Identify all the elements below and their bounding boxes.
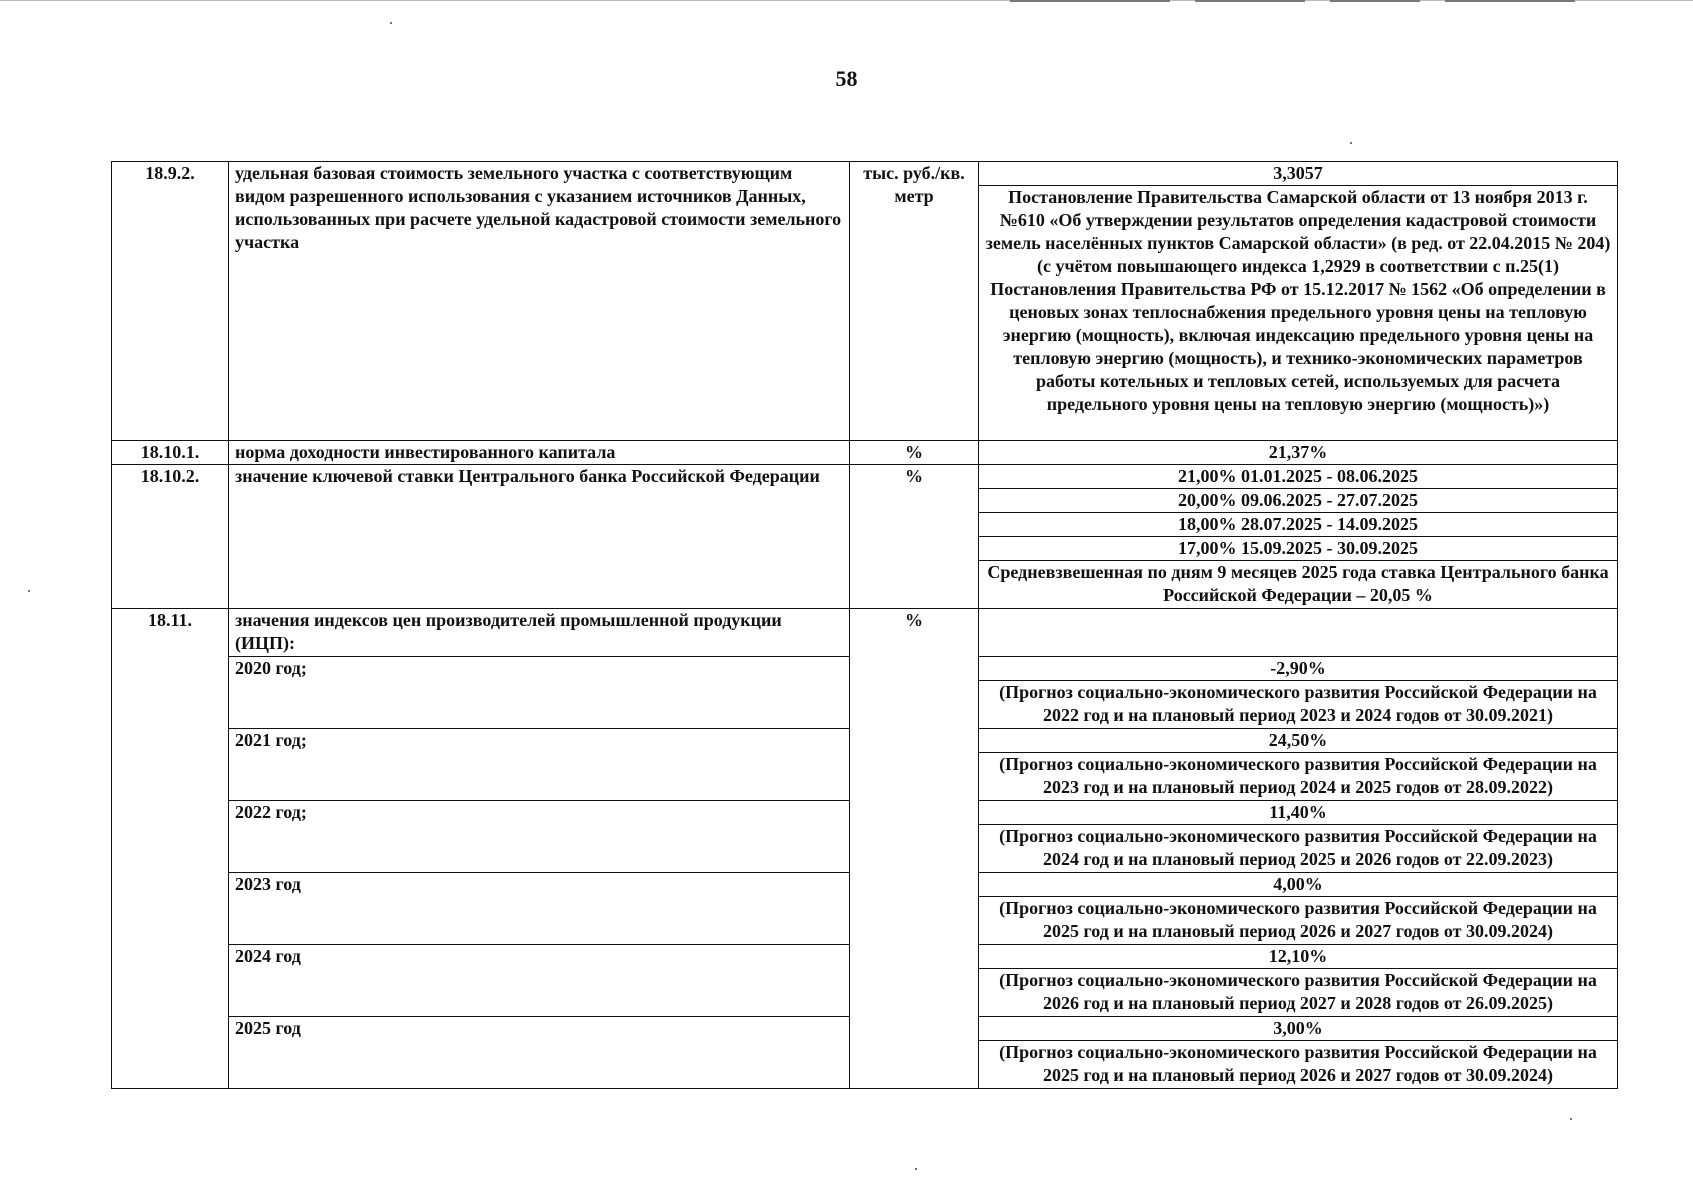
key-rate-period: 20,00% 09.06.2025 - 27.07.2025 xyxy=(979,489,1618,513)
scan-top-edge-line xyxy=(0,0,1693,1)
scan-speck xyxy=(1350,142,1352,144)
row-description: значения индексов цен производителей промышленной продукции (ИЦП): xyxy=(229,609,850,657)
year-value: 3,00% xyxy=(979,1017,1618,1041)
key-rate-period: 21,00% 01.01.2025 - 08.06.2025 xyxy=(979,465,1618,489)
scan-speck xyxy=(390,22,392,24)
scan-speck xyxy=(1570,1118,1572,1120)
year-value: 11,40% xyxy=(979,801,1618,825)
year-label: 2022 год; xyxy=(229,801,850,873)
key-rate-summary: Средневзвешенная по дням 9 месяцев 2025 года ставка Центрального банка Российской Федерации – 20,05 % xyxy=(979,561,1618,609)
year-source: (Прогноз социально-экономического развития Российской Федерации на 2025 год и на плановый период 2026 и 2027 годов от 30.09.2024) xyxy=(979,897,1618,945)
row-description: норма доходности инвестированного капитала xyxy=(229,441,850,465)
table-row xyxy=(112,162,1618,186)
scan-speck xyxy=(915,1168,917,1170)
parameters-table xyxy=(111,161,1618,1089)
table-row xyxy=(112,441,1618,465)
row-unit: % xyxy=(850,465,979,609)
row-description: удельная базовая стоимость земельного участка с соответствующим видом разрешенного использования с указанием источников Данных, использованных при расчете удельной кадастровой стоимости земельного участка xyxy=(229,162,850,441)
row-unit: тыс. руб./кв. метр xyxy=(850,162,979,441)
row-unit: % xyxy=(850,441,979,465)
year-value: 4,00% xyxy=(979,873,1618,897)
year-source: (Прогноз социально-экономического развития Российской Федерации на 2023 год и на плановый период 2024 и 2025 годов от 28.09.2022) xyxy=(979,753,1618,801)
year-label: 2023 год xyxy=(229,873,850,945)
key-rate-period: 18,00% 28.07.2025 - 14.09.2025 xyxy=(979,513,1618,537)
row-source: Постановление Правительства Самарской области от 13 ноября 2013 г. №610 «Об утверждении результатов определения кадастровой стоимости земель населённых пунктов Самарской области» (в ред. от 22.04.2015 № 204) (с учётом повышающего индекса 1,2929 в соответствии с п.25(1) Постановления Правительства РФ от 15.12.2017 № 1562 «Об определении в ценовых зонах теплоснабжения предельного уровня цены на тепловую энергию (мощность), включая индексацию предельного уровня цены на тепловую энергию (мощность), и технико-экономических параметров работы котельных и тепловых сетей, используемых для расчета предельного уровня цены на тепловую энергию (мощность)») xyxy=(979,186,1618,441)
year-source: (Прогноз социально-экономического развития Российской Федерации на 2022 год и на плановый период 2023 и 2024 годов от 30.09.2021) xyxy=(979,681,1618,729)
year-label: 2021 год; xyxy=(229,729,850,801)
page-number: 58 xyxy=(835,66,858,91)
row-number: 18.10.1. xyxy=(112,441,229,465)
row-description: значение ключевой ставки Центрального банка Российской Федерации xyxy=(229,465,850,609)
year-source: (Прогноз социально-экономического развития Российской Федерации на 2024 год и на плановый период 2025 и 2026 годов от 22.09.2023) xyxy=(979,825,1618,873)
row-value-empty xyxy=(979,609,1618,657)
scan-top-edge-dash xyxy=(1195,0,1305,2)
row-number: 18.11. xyxy=(112,609,229,1089)
year-label: 2020 год; xyxy=(229,657,850,729)
scan-top-edge-dash xyxy=(1445,0,1575,2)
table-row xyxy=(112,465,1618,489)
row-number: 18.10.2. xyxy=(112,465,229,609)
year-label: 2025 год xyxy=(229,1017,850,1089)
row-unit: % xyxy=(850,609,979,1089)
year-label: 2024 год xyxy=(229,945,850,1017)
year-source: (Прогноз социально-экономического развития Российской Федерации на 2026 год и на плановый период 2027 и 2028 годов от 26.09.2025) xyxy=(979,969,1618,1017)
table-row xyxy=(112,609,1618,657)
year-value: 12,10% xyxy=(979,945,1618,969)
year-source: (Прогноз социально-экономического развития Российской Федерации на 2025 год и на плановый период 2026 и 2027 годов от 30.09.2024) xyxy=(979,1041,1618,1089)
scan-top-edge-dash xyxy=(1010,0,1170,2)
row-number: 18.9.2. xyxy=(112,162,229,441)
row-value: 3,3057 xyxy=(979,162,1618,186)
scan-top-edge-dash xyxy=(1330,0,1420,2)
scan-speck xyxy=(28,590,30,592)
year-value: -2,90% xyxy=(979,657,1618,681)
row-value: 21,37% xyxy=(979,441,1618,465)
key-rate-period: 17,00% 15.09.2025 - 30.09.2025 xyxy=(979,537,1618,561)
year-value: 24,50% xyxy=(979,729,1618,753)
